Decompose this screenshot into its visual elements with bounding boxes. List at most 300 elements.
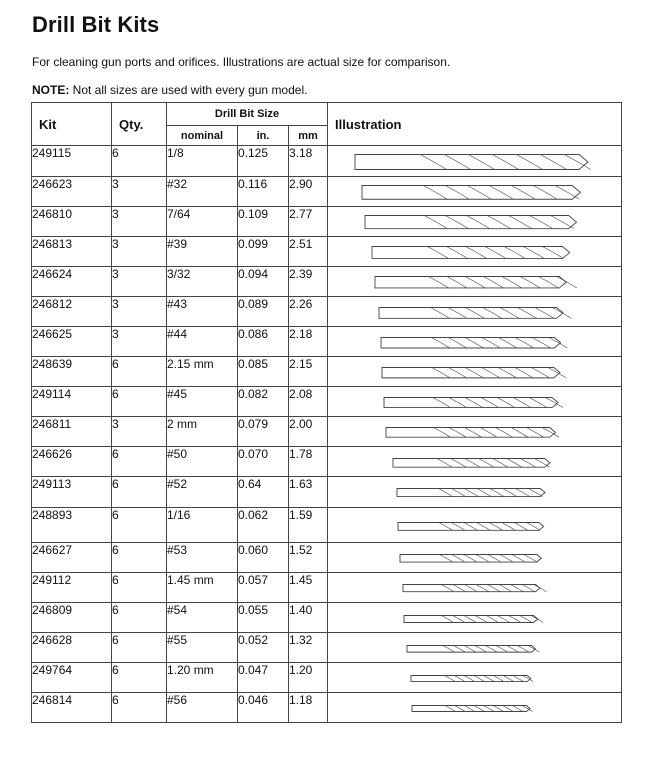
- cell-kit: 246628: [32, 633, 112, 663]
- drill-bit-flute: [477, 489, 491, 497]
- cell-illustration: [328, 508, 622, 543]
- drill-bit-outline: [382, 368, 560, 378]
- cell-in: 0.046: [238, 693, 289, 723]
- drill-bit-illustration: [328, 146, 622, 177]
- cell-mm: 2.39: [289, 267, 328, 297]
- table-row: [32, 357, 622, 387]
- drill-bit-illustration: [328, 417, 622, 447]
- cell-mm: 1.18: [289, 693, 328, 723]
- drill-bit-flute: [493, 676, 504, 682]
- drill-bit-flute: [465, 308, 484, 319]
- drill-bit-illustration: [328, 633, 622, 663]
- cell-in: 0.116: [238, 177, 289, 207]
- cell-kit: 249113: [32, 477, 112, 508]
- table-row: [32, 417, 622, 447]
- drill-bit-illustration: [328, 693, 622, 723]
- cell-mm: 3.18: [289, 146, 328, 177]
- cell-kit: 246811: [32, 417, 112, 447]
- drill-bit-flute: [483, 706, 494, 712]
- drill-bit-flute: [516, 155, 542, 170]
- cell-nominal: #56: [167, 693, 238, 723]
- cell-nominal: 3/32: [167, 267, 238, 297]
- drill-bit-flute: [492, 155, 518, 170]
- cell-illustration: [328, 447, 622, 477]
- cell-qty: 6: [112, 447, 167, 477]
- drill-bit-flute: [449, 428, 466, 438]
- table-row: [32, 633, 622, 663]
- drill-bit-flute: [465, 338, 483, 349]
- drill-bit-flute: [503, 676, 514, 682]
- drill-bit-flute: [529, 398, 547, 408]
- cell-kit: 249764: [32, 663, 112, 693]
- drill-bit-flute: [466, 247, 487, 259]
- cell-kit: 246625: [32, 327, 112, 357]
- note-label: NOTE:: [32, 83, 70, 97]
- cell-qty: 3: [112, 177, 167, 207]
- drill-bit-flute: [500, 308, 519, 319]
- cell-mm: 2.18: [289, 327, 328, 357]
- drill-bit-flute: [489, 186, 513, 200]
- drill-bit-flute: [500, 555, 513, 563]
- drill-bit-flute: [464, 676, 475, 682]
- drill-bit-flute: [534, 585, 547, 592]
- drill-bit-flute: [466, 216, 489, 229]
- drill-bit-flute: [504, 247, 525, 259]
- table-row: [32, 267, 622, 297]
- cell-in: 0.070: [238, 447, 289, 477]
- drill-bit-flute: [530, 216, 553, 229]
- drill-bit-flute: [433, 398, 451, 408]
- cell-qty: 6: [112, 543, 167, 573]
- drill-bit-flute: [515, 368, 533, 378]
- table-row: [32, 573, 622, 603]
- cell-qty: 6: [112, 357, 167, 387]
- drill-bit-flute: [484, 676, 495, 682]
- cell-in: 0.079: [238, 417, 289, 447]
- drill-bit-flute: [465, 428, 482, 438]
- drill-bit-flute: [464, 646, 476, 653]
- cell-nominal: #50: [167, 447, 238, 477]
- table-row: [32, 146, 622, 177]
- drill-bit-flute: [524, 555, 537, 563]
- cell-kit: 249115: [32, 146, 112, 177]
- drill-bit-flute: [502, 277, 522, 288]
- cell-in: 0.109: [238, 207, 289, 237]
- table-row: [32, 693, 622, 723]
- drill-bit-flute: [499, 338, 517, 349]
- drill-bit-flute: [482, 368, 500, 378]
- cell-nominal: 2 mm: [167, 417, 238, 447]
- table-row: [32, 663, 622, 693]
- cell-mm: 1.20: [289, 663, 328, 693]
- drill-bit-flute: [502, 523, 516, 531]
- cell-nominal: #39: [167, 237, 238, 267]
- cell-nominal: #53: [167, 543, 238, 573]
- drill-bit-flute: [497, 616, 509, 623]
- drill-bit-flute: [465, 398, 483, 408]
- drill-bit-illustration: [328, 357, 622, 387]
- drill-bit-flute: [441, 616, 453, 623]
- drill-bit-flute: [489, 523, 503, 531]
- drill-bit-illustration: [328, 297, 622, 327]
- drill-bit-illustration: [328, 477, 622, 508]
- drill-bit-flute: [534, 459, 549, 468]
- drill-bit-flute: [542, 247, 563, 259]
- cell-kit: 246809: [32, 603, 112, 633]
- drill-bit-outline: [355, 155, 588, 170]
- cell-qty: 6: [112, 693, 167, 723]
- drill-bit-flute: [464, 585, 477, 592]
- drill-bit-flute: [474, 676, 485, 682]
- drill-bit-flute: [483, 308, 502, 319]
- drill-bit-flute: [465, 368, 483, 378]
- drill-bit-flute: [448, 338, 466, 349]
- cell-qty: 6: [112, 477, 167, 508]
- drill-bit-flute: [440, 555, 453, 563]
- drill-bit-flute: [453, 616, 465, 623]
- drill-bit-flute: [464, 489, 478, 497]
- drill-bit-flute: [485, 247, 506, 259]
- cell-qty: 3: [112, 327, 167, 357]
- cell-qty: 3: [112, 417, 167, 447]
- drill-bit-flute: [538, 277, 558, 288]
- table-row: [32, 387, 622, 417]
- table-row: [32, 477, 622, 508]
- drill-bit-flute: [528, 646, 540, 653]
- cell-mm: 2.15: [289, 357, 328, 387]
- drill-bit-flute: [475, 646, 487, 653]
- drill-bit-flute: [431, 338, 449, 349]
- drill-bit-flute: [499, 585, 512, 592]
- cell-mm: 1.52: [289, 543, 328, 573]
- drill-bit-flute: [515, 338, 533, 349]
- header-qty: Qty.: [112, 103, 167, 146]
- drill-bit-flute: [557, 277, 577, 288]
- cell-in: 0.060: [238, 543, 289, 573]
- drill-bit-outline: [379, 308, 563, 319]
- drill-bit-flute: [441, 585, 454, 592]
- cell-nominal: #52: [167, 477, 238, 508]
- drill-bit-flute: [503, 489, 517, 497]
- drill-bit-flute: [482, 338, 500, 349]
- drill-bit-flute: [475, 616, 487, 623]
- drill-bit-flute: [448, 368, 466, 378]
- cell-illustration: [328, 543, 622, 573]
- drill-bit-flute: [481, 398, 499, 408]
- drill-bit-flute: [485, 646, 497, 653]
- drill-bit-outline: [365, 216, 577, 229]
- drill-bit-flute: [498, 368, 516, 378]
- cell-qty: 3: [112, 237, 167, 267]
- drill-bit-flute: [483, 277, 503, 288]
- drill-bit-flute: [555, 186, 579, 200]
- cell-illustration: [328, 357, 622, 387]
- drill-bit-flute: [520, 459, 535, 468]
- drill-bit-flute: [420, 155, 446, 170]
- cell-nominal: #45: [167, 387, 238, 417]
- drill-bit-outline: [404, 616, 538, 623]
- drill-bit-flute: [531, 368, 549, 378]
- cell-nominal: 2.15 mm: [167, 357, 238, 387]
- drill-bit-flute: [480, 428, 497, 438]
- drill-bit-illustration: [328, 603, 622, 633]
- table-row: [32, 447, 622, 477]
- drill-bit-flute: [451, 459, 466, 468]
- drill-bit-flute: [454, 676, 465, 682]
- drill-bit-flute: [465, 459, 480, 468]
- cell-in: 0.099: [238, 237, 289, 267]
- drill-bit-illustration: [328, 177, 622, 207]
- cell-illustration: [328, 573, 622, 603]
- drill-bit-flute: [497, 398, 515, 408]
- cell-nominal: 1/8: [167, 146, 238, 177]
- drill-bit-flute: [513, 676, 524, 682]
- drill-bit-flute: [476, 523, 490, 531]
- drill-bit-flute: [451, 489, 465, 497]
- header-kit: Kit: [32, 103, 112, 146]
- drill-bit-flute: [438, 489, 452, 497]
- drill-bit-flute: [423, 186, 447, 200]
- cell-qty: 3: [112, 297, 167, 327]
- cell-in: 0.057: [238, 573, 289, 603]
- drill-bit-flute: [487, 216, 510, 229]
- drill-bit-flute: [468, 155, 494, 170]
- drill-bit-flute: [488, 585, 501, 592]
- drill-bit-flute: [479, 459, 494, 468]
- table-row: [32, 237, 622, 267]
- drill-bit-flute: [445, 186, 469, 200]
- cell-mm: 2.77: [289, 207, 328, 237]
- drill-bit-flute: [445, 676, 456, 682]
- drill-bit-flute: [512, 555, 525, 563]
- cell-mm: 2.26: [289, 297, 328, 327]
- cell-mm: 2.90: [289, 177, 328, 207]
- drill-bit-illustration: [328, 663, 622, 693]
- drill-bit-flute: [507, 459, 522, 468]
- drill-bit-flute: [447, 247, 468, 259]
- drill-bit-flute: [551, 216, 574, 229]
- drill-bit-flute: [517, 646, 529, 653]
- drill-bit-flute: [535, 308, 554, 319]
- drill-bit-flute: [474, 706, 485, 712]
- cell-in: 0.64: [238, 477, 289, 508]
- drill-bit-flute: [516, 489, 530, 497]
- cell-in: 0.082: [238, 387, 289, 417]
- drill-bit-flute: [511, 186, 535, 200]
- drill-bit-flute: [490, 489, 504, 497]
- drill-bit-flute: [464, 523, 478, 531]
- cell-illustration: [328, 417, 622, 447]
- page-subtitle: For cleaning gun ports and orifices. Illustrations are actual size for comparison.: [32, 55, 451, 69]
- cell-in: 0.089: [238, 297, 289, 327]
- drill-bit-illustration: [328, 543, 622, 573]
- cell-mm: 2.00: [289, 417, 328, 447]
- header-in: in.: [238, 126, 289, 146]
- drill-bit-flute: [493, 706, 504, 712]
- drill-bit-flute: [448, 308, 467, 319]
- drill-bit-flute: [564, 155, 590, 170]
- drill-bit-flute: [552, 308, 571, 319]
- cell-in: 0.062: [238, 508, 289, 543]
- drill-bit-flute: [520, 616, 532, 623]
- drill-bit-outline: [411, 676, 531, 682]
- drill-bit-flute: [527, 523, 541, 531]
- cell-kit: 246626: [32, 447, 112, 477]
- cell-nominal: #54: [167, 603, 238, 633]
- note: [32, 83, 307, 97]
- table-row: [32, 508, 622, 543]
- table-row: [32, 543, 622, 573]
- drill-bit-flute: [465, 277, 485, 288]
- drill-bit-flute: [542, 428, 559, 438]
- cell-nominal: #32: [167, 177, 238, 207]
- table-row: [32, 207, 622, 237]
- cell-mm: 1.63: [289, 477, 328, 508]
- cell-illustration: [328, 177, 622, 207]
- cell-in: 0.085: [238, 357, 289, 387]
- cell-mm: 1.59: [289, 508, 328, 543]
- drill-bit-illustration: [328, 508, 622, 543]
- drill-bit-illustration: [328, 327, 622, 357]
- drill-bit-flute: [486, 616, 498, 623]
- cell-mm: 1.40: [289, 603, 328, 633]
- cell-kit: 246814: [32, 693, 112, 723]
- drill-bit-flute: [511, 428, 528, 438]
- cell-in: 0.094: [238, 267, 289, 297]
- drill-bit-flute: [464, 555, 477, 563]
- cell-qty: 6: [112, 603, 167, 633]
- drill-bit-flute: [523, 247, 544, 259]
- drill-bit-flute: [508, 216, 531, 229]
- drill-bit-flute: [443, 646, 455, 653]
- drill-bit-flute: [513, 398, 531, 408]
- cell-kit: 246624: [32, 267, 112, 297]
- cell-illustration: [328, 207, 622, 237]
- cell-mm: 2.51: [289, 237, 328, 267]
- drill-bit-flute: [434, 428, 451, 438]
- drill-bit-flute: [445, 216, 468, 229]
- cell-nominal: 1/16: [167, 508, 238, 543]
- cell-kit: 249114: [32, 387, 112, 417]
- drill-bit-flute: [464, 616, 476, 623]
- drill-bit-flute: [476, 585, 489, 592]
- header-drill-bit-size: Drill Bit Size: [167, 103, 328, 126]
- table-row: [32, 177, 622, 207]
- table-body: [32, 146, 622, 723]
- cell-mm: 1.32: [289, 633, 328, 663]
- cell-in: 0.125: [238, 146, 289, 177]
- drill-bit-flute: [527, 428, 544, 438]
- drill-bit-flute: [464, 706, 475, 712]
- cell-qty: 6: [112, 573, 167, 603]
- cell-kit: 246810: [32, 207, 112, 237]
- cell-illustration: [328, 237, 622, 267]
- cell-nominal: #43: [167, 297, 238, 327]
- cell-mm: 1.45: [289, 573, 328, 603]
- cell-nominal: #55: [167, 633, 238, 663]
- drill-bit-flute: [493, 459, 508, 468]
- drill-bit-illustration: [328, 387, 622, 417]
- cell-nominal: 1.45 mm: [167, 573, 238, 603]
- cell-nominal: 1.20 mm: [167, 663, 238, 693]
- cell-kit: 249112: [32, 573, 112, 603]
- drill-bit-flute: [533, 186, 557, 200]
- drill-bit-flute: [453, 585, 466, 592]
- cell-in: 0.055: [238, 603, 289, 633]
- cell-qty: 6: [112, 146, 167, 177]
- drill-bit-table: [31, 102, 622, 723]
- cell-illustration: [328, 146, 622, 177]
- header-mm: mm: [289, 126, 328, 146]
- drill-bit-outline: [386, 428, 556, 438]
- drill-bit-illustration: [328, 267, 622, 297]
- cell-illustration: [328, 663, 622, 693]
- drill-bit-flute: [507, 646, 519, 653]
- drill-bit-flute: [531, 616, 543, 623]
- cell-kit: 246627: [32, 543, 112, 573]
- header-nominal: nominal: [167, 126, 238, 146]
- drill-bit-flute: [517, 308, 536, 319]
- cell-mm: 2.08: [289, 387, 328, 417]
- drill-bit-flute: [454, 646, 466, 653]
- cell-qty: 6: [112, 633, 167, 663]
- page-title: Drill Bit Kits: [32, 12, 160, 37]
- drill-bit-outline: [381, 338, 561, 349]
- table-row: [32, 327, 622, 357]
- drill-bit-flute: [476, 555, 489, 563]
- drill-bit-flute: [509, 616, 521, 623]
- cell-nominal: #44: [167, 327, 238, 357]
- drill-bit-flute: [431, 308, 450, 319]
- drill-bit-flute: [532, 338, 550, 349]
- cell-qty: 6: [112, 387, 167, 417]
- cell-qty: 3: [112, 207, 167, 237]
- cell-qty: 3: [112, 267, 167, 297]
- cell-kit: 248893: [32, 508, 112, 543]
- drill-bit-flute: [455, 706, 466, 712]
- drill-bit-flute: [522, 585, 535, 592]
- drill-bit-flute: [437, 459, 452, 468]
- cell-illustration: [328, 387, 622, 417]
- table-row: [32, 603, 622, 633]
- cell-mm: 1.78: [289, 447, 328, 477]
- drill-bit-flute: [496, 428, 513, 438]
- cell-kit: 246623: [32, 177, 112, 207]
- cell-illustration: [328, 603, 622, 633]
- drill-bit-flute: [496, 646, 508, 653]
- drill-bit-flute: [528, 489, 542, 497]
- drill-bit-flute: [520, 277, 540, 288]
- drill-bit-flute: [503, 706, 514, 712]
- cell-kit: 246813: [32, 237, 112, 267]
- drill-bit-outline: [372, 247, 570, 259]
- cell-in: 0.047: [238, 663, 289, 693]
- cell-illustration: [328, 477, 622, 508]
- cell-illustration: [328, 633, 622, 663]
- cell-kit: 248639: [32, 357, 112, 387]
- drill-bit-flute: [451, 523, 465, 531]
- cell-illustration: [328, 693, 622, 723]
- drill-bit-flute: [429, 277, 449, 288]
- drill-bit-flute: [511, 585, 524, 592]
- cell-in: 0.052: [238, 633, 289, 663]
- cell-nominal: 7/64: [167, 207, 238, 237]
- drill-bit-flute: [488, 555, 501, 563]
- drill-bit-illustration: [328, 237, 622, 267]
- drill-bit-flute: [452, 555, 465, 563]
- drill-bit-outline: [393, 459, 550, 468]
- note-text: Not all sizes are used with every gun model.: [69, 83, 308, 97]
